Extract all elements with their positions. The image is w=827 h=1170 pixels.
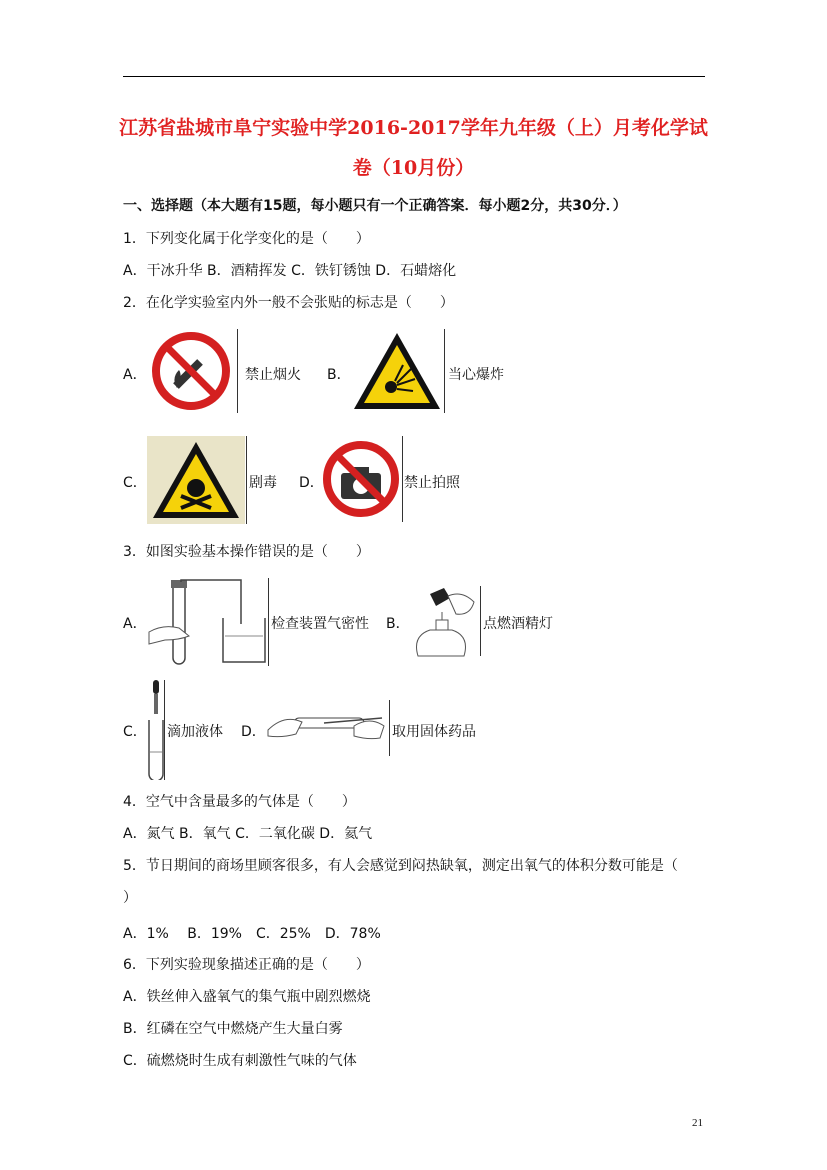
q6-option-a: A．铁丝伸入盛氧气的集气瓶中剧烈燃烧 — [123, 989, 371, 1005]
q1-stem: 1．下列变化属于化学变化的是（ ） — [123, 231, 370, 247]
q2-b-label: B． — [327, 367, 351, 383]
q5-options: A．1% B．19% C．25% D．78% — [123, 926, 381, 942]
q2-d-divider — [402, 436, 403, 522]
section-heading: 一、选择题（本大题有15题，每小题只有一个正确答案．每小题2分，共30分．） — [123, 198, 627, 214]
no-fire-sign-icon — [147, 330, 235, 412]
q3-b-divider — [480, 586, 481, 656]
q2-stem: 2．在化学实验室内外一般不会张贴的标志是（ ） — [123, 295, 454, 311]
q2-b-divider — [444, 329, 445, 413]
q3-b-text: 点燃酒精灯 — [483, 616, 553, 632]
q6-stem: 6．下列实验现象描述正确的是（ ） — [123, 957, 370, 973]
q3-d-divider — [389, 700, 390, 756]
q3-b-label: B． — [386, 616, 410, 632]
q1-options: A．干冰升华 B．酒精挥发 C．铁钉锈蚀 D．石蜡熔化 — [123, 263, 457, 279]
toxic-skull-sign-icon — [147, 436, 245, 524]
q5-stem: 5．节日期间的商场里顾客很多，有人会感觉到闷热缺氧，测定出氧气的体积分数可能是（ — [123, 858, 678, 874]
q6-option-c: C．硫燃烧时生成有刺激性气味的气体 — [123, 1053, 357, 1069]
q3-stem: 3．如图实验基本操作错误的是（ ） — [123, 544, 370, 560]
explosion-warning-sign-icon — [351, 329, 443, 413]
q2-a-label: A． — [123, 367, 147, 383]
q3-c-text: 滴加液体 — [167, 724, 223, 740]
alcohol-lamp-lighting-icon — [408, 586, 478, 658]
q6-option-b: B．红磷在空气中燃烧产生大量白雾 — [123, 1021, 343, 1037]
dropper-and-test-tube-icon — [147, 680, 165, 780]
q3-d-text: 取用固体药品 — [392, 724, 476, 740]
q2-c-divider — [246, 436, 247, 524]
page-number: 21 — [692, 1117, 703, 1129]
q2-c-text: 剧毒 — [249, 475, 277, 491]
q2-a-text: 禁止烟火 — [245, 367, 301, 383]
q3-a-label: A． — [123, 616, 147, 632]
doc-title-line2: 卷（10月份） — [352, 157, 475, 179]
q3-a-divider — [268, 578, 269, 666]
solid-reagent-handling-icon — [264, 700, 388, 756]
q4-stem: 4．空气中含量最多的气体是（ ） — [123, 794, 356, 810]
doc-title-line1: 江苏省盐城市阜宁实验中学2016-2017学年九年级（上）月考化学试 — [119, 117, 708, 139]
q2-b-text: 当心爆炸 — [448, 367, 504, 383]
q2-d-label: D． — [299, 475, 324, 491]
header-rule — [123, 76, 705, 77]
no-photography-sign-icon — [321, 437, 401, 521]
q2-c-label: C． — [123, 475, 147, 491]
q2-d-text: 禁止拍照 — [404, 475, 460, 491]
q3-a-text: 检查装置气密性 — [271, 616, 369, 632]
q3-c-label: C． — [123, 724, 147, 740]
q5-stem-continued: ） — [123, 890, 137, 906]
airtightness-check-apparatus-icon — [147, 578, 267, 666]
q3-c-divider — [164, 680, 165, 780]
q4-options: A．氮气 B．氧气 C．二氧化碳 D．氦气 — [123, 826, 373, 842]
q2-a-divider — [237, 329, 238, 413]
q3-d-label: D． — [241, 724, 266, 740]
